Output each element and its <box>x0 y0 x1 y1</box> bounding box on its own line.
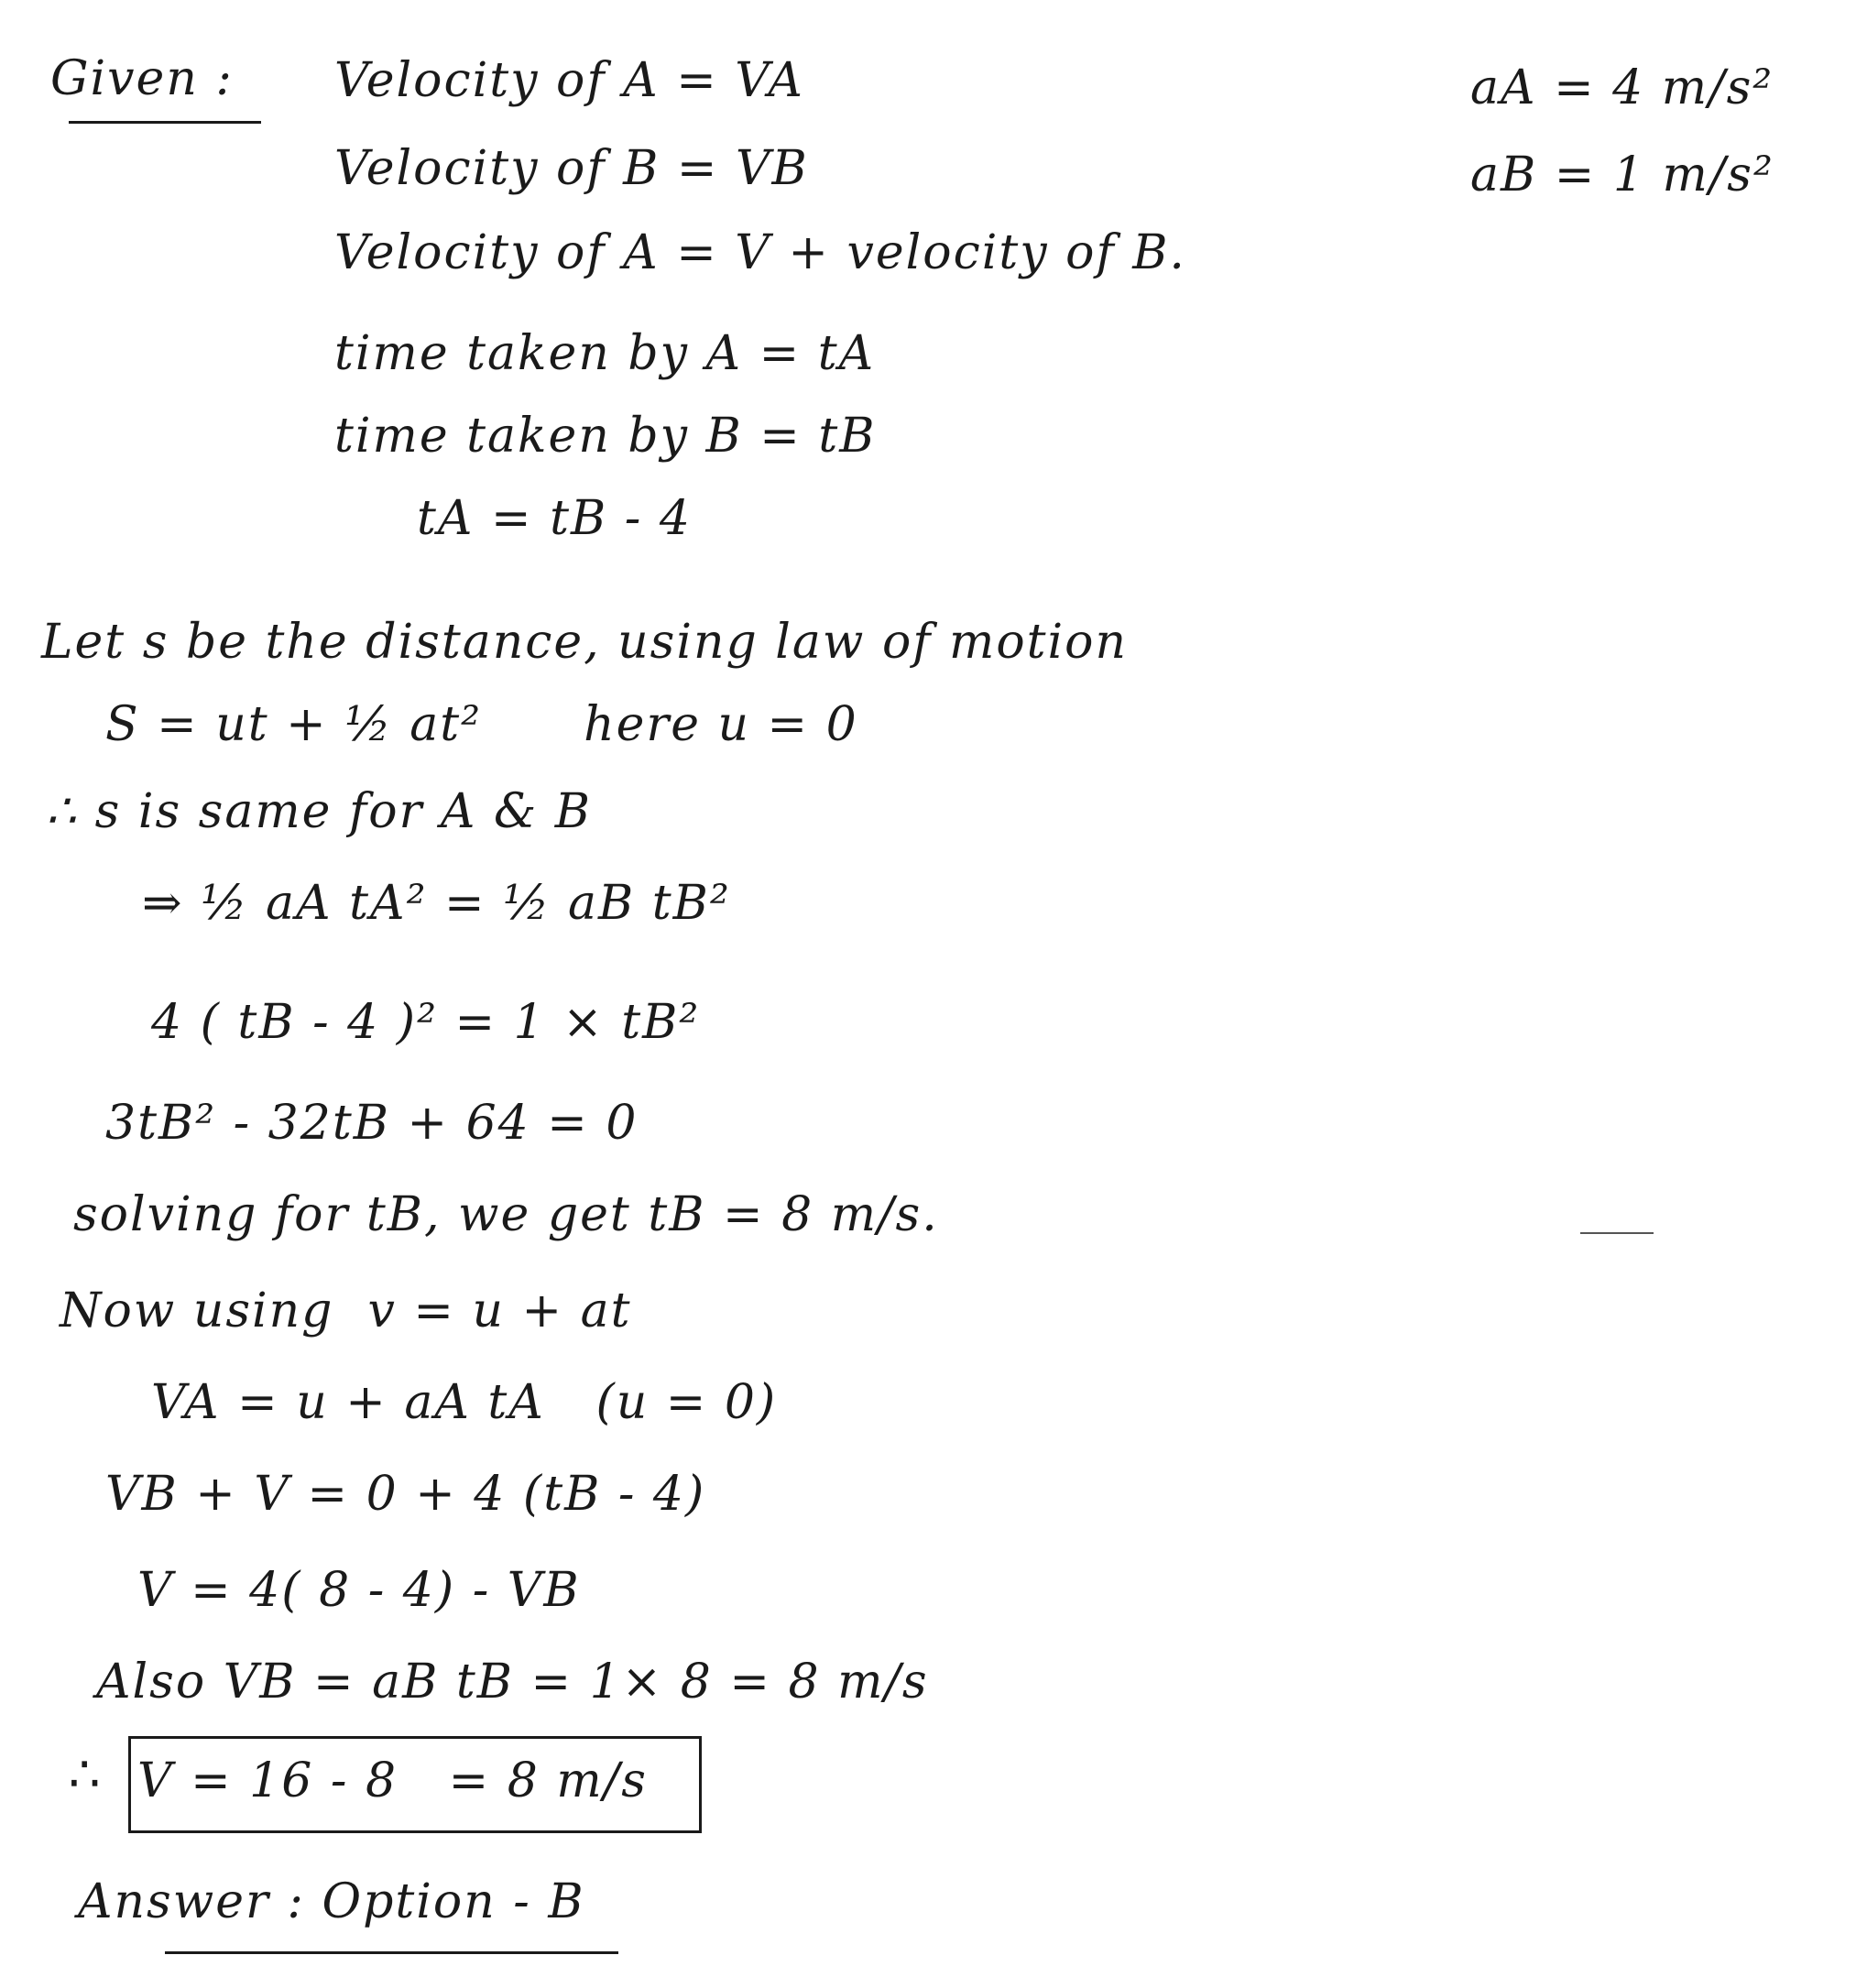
therefore-symbol: ∴ <box>69 1745 101 1803</box>
work-line-3: ∴ s is same for A & B <box>46 784 593 839</box>
work-line-4: ⇒ ½ aA tA² = ½ aB tB² <box>142 876 731 931</box>
accel-a: aA = 4 m/s² <box>1470 60 1774 115</box>
given-underline <box>69 121 261 124</box>
work-line-8: Now using v = u + at <box>60 1283 632 1338</box>
work-line-6: 3tB² - 32tB + 64 = 0 <box>105 1096 639 1151</box>
given-line-5: time taken by B = tB <box>334 409 877 464</box>
answer-text: Answer : Option - B <box>78 1874 585 1929</box>
stray-mark <box>1580 1232 1654 1234</box>
work-line-7: solving for tB, we get tB = 8 m/s. <box>73 1187 939 1242</box>
given-label: Given : <box>50 51 234 106</box>
given-line-2: Velocity of B = VB <box>334 141 809 196</box>
answer-underline <box>165 1951 618 1954</box>
result-text: V = 16 - 8 = 8 m/s <box>137 1753 648 1808</box>
accel-b: aB = 1 m/s² <box>1470 147 1774 202</box>
given-line-3: Velocity of A = V + velocity of B. <box>334 225 1186 280</box>
work-line-9: VA = u + aA tA (u = 0) <box>151 1375 778 1430</box>
work-line-1: Let s be the distance, using law of motion <box>41 615 1128 670</box>
work-line-10: VB + V = 0 + 4 (tB - 4) <box>105 1467 706 1522</box>
given-line-1: Velocity of A = VA <box>334 53 804 108</box>
work-line-2: S = ut + ½ at² here u = 0 <box>105 697 858 752</box>
work-line-11: V = 4( 8 - 4) - VB <box>137 1563 581 1618</box>
work-line-5: 4 ( tB - 4 )² = 1 × tB² <box>151 995 701 1050</box>
work-line-12: Also VB = aB tB = 1× 8 = 8 m/s <box>96 1655 929 1709</box>
given-line-6: tA = tB - 4 <box>417 491 692 546</box>
given-line-4: time taken by A = tA <box>334 326 876 381</box>
